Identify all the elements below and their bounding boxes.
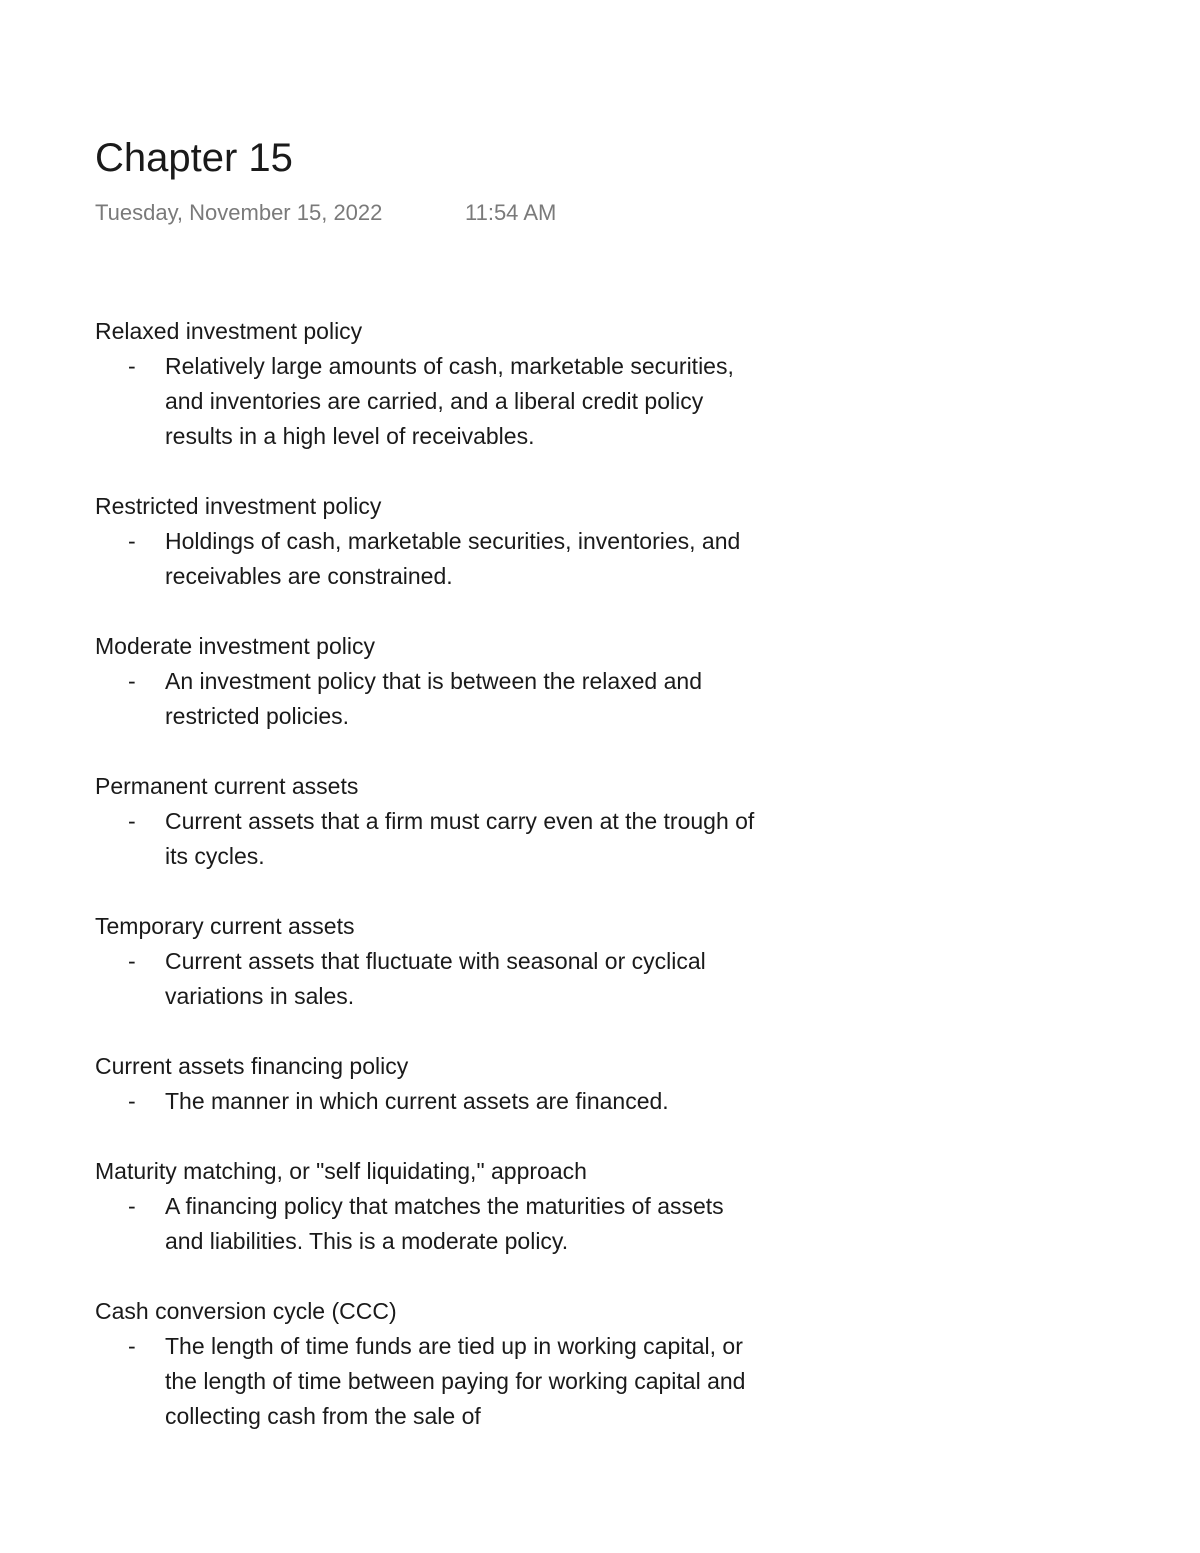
bullet-text: Current assets that fluctuate with seasonal or cyclical variations in sales. [165,948,706,1009]
bullet-list [95,804,815,874]
bullet-list [95,524,815,594]
list-item [95,804,765,874]
section-heading: Permanent current assets [95,773,359,799]
note-section-cash-conversion-cycle [95,1294,815,1434]
section-heading: Moderate investment policy [95,633,375,659]
bullet-list [95,944,815,1014]
bullet-text: The length of time funds are tied up in working capital, or the length of time between paying for working capital and collecting cash from the sale of [165,1333,746,1429]
bullet-dash: - [128,1333,136,1359]
page-time: 11:54 AM [465,200,557,225]
note-section-maturity-matching [95,1154,815,1259]
bullet-text: An investment policy that is between the relaxed and restricted policies. [165,668,702,729]
note-section-permanent-current-assets [95,769,815,874]
bullet-dash: - [128,808,136,834]
bullet-dash: - [128,1088,136,1114]
bullet-list [95,349,815,454]
page-title: Chapter 15 [95,136,293,180]
list-item [95,944,765,1014]
section-heading: Relaxed investment policy [95,318,363,344]
bullet-text: A financing policy that matches the maturities of assets and liabilities. This is a moderate policy. [165,1193,724,1254]
bullet-list [95,1329,815,1434]
section-heading: Maturity matching, or "self liquidating," approach [95,1158,587,1184]
note-section-current-assets-financing-policy [95,1049,815,1119]
bullet-dash: - [128,948,136,974]
note-section-moderate-investment-policy [95,629,815,734]
list-item [95,349,765,454]
list-item [95,1084,765,1119]
list-item [95,1329,765,1434]
bullet-list [95,664,815,734]
page-date: Tuesday, November 15, 2022 [95,200,383,225]
note-section-temporary-current-assets [95,909,815,1014]
bullet-dash: - [128,1193,136,1219]
section-heading: Restricted investment policy [95,493,382,519]
notes-body [95,314,815,1469]
list-item [95,1189,765,1259]
section-heading: Cash conversion cycle (CCC) [95,1298,397,1324]
note-section-restricted-investment-policy [95,489,815,594]
section-heading: Temporary current assets [95,913,355,939]
bullet-list [95,1084,815,1119]
note-section-relaxed-investment-policy [95,314,815,454]
bullet-text: The manner in which current assets are financed. [165,1088,669,1114]
bullet-list [95,1189,815,1259]
bullet-text: Relatively large amounts of cash, marketable securities, and inventories are carried, and a liberal credit policy results in a high level of receivables. [165,353,734,449]
page-timestamp [95,198,557,228]
bullet-dash: - [128,353,136,379]
section-heading: Current assets financing policy [95,1053,409,1079]
bullet-dash: - [128,668,136,694]
bullet-dash: - [128,528,136,554]
list-item [95,524,765,594]
bullet-text: Current assets that a firm must carry even at the trough of its cycles. [165,808,755,869]
list-item [95,664,765,734]
bullet-text: Holdings of cash, marketable securities, inventories, and receivables are constrained. [165,528,741,589]
